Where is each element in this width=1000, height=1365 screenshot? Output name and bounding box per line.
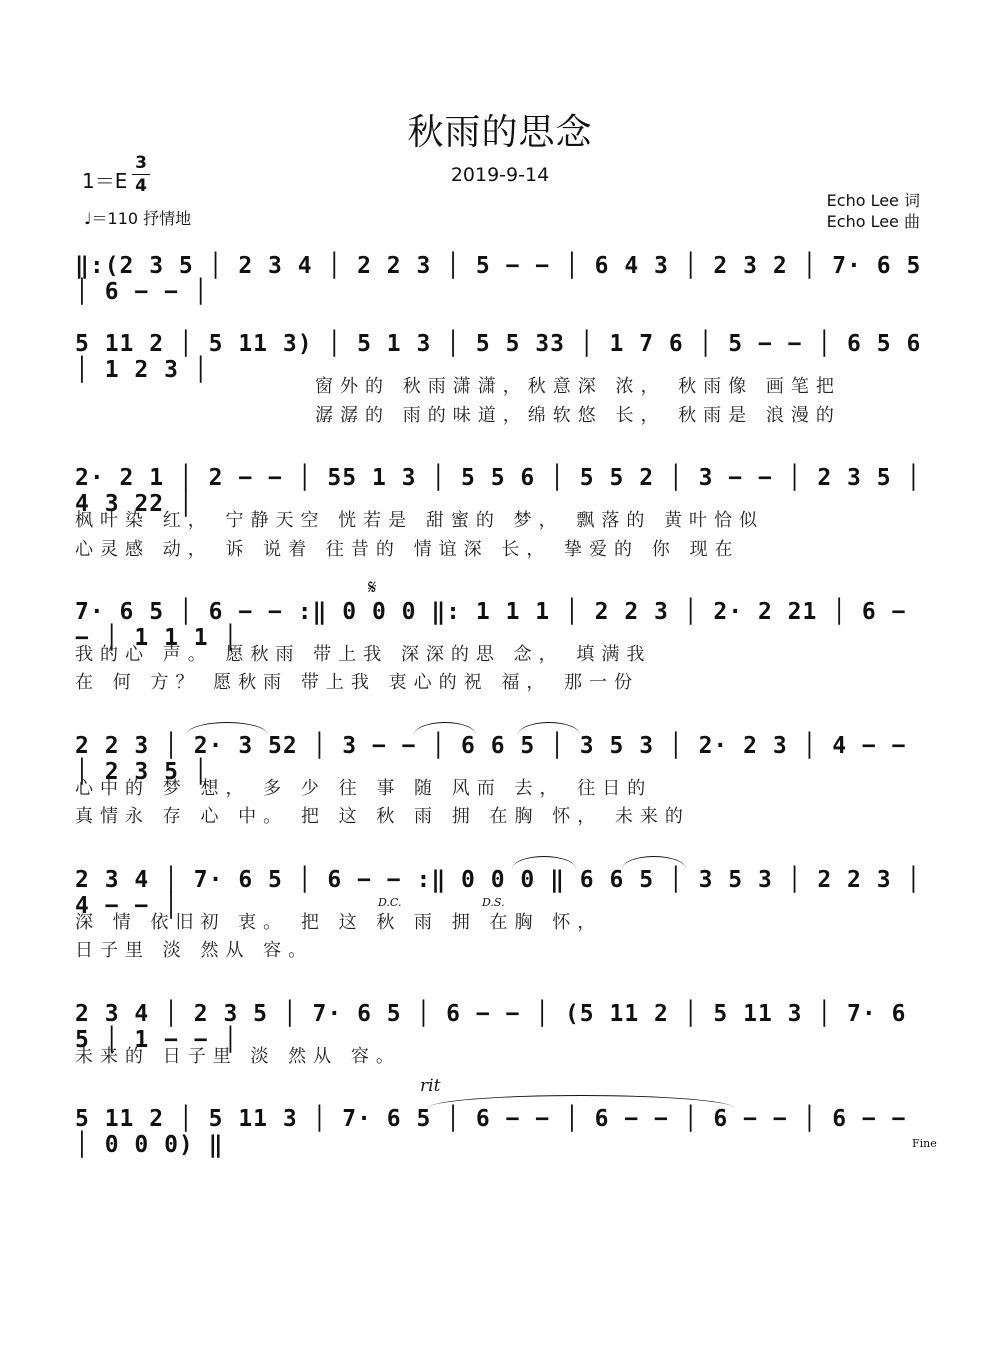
ds-mark: D.S. xyxy=(482,896,505,909)
lyric-line: 潺潺的 雨的味道，绵软悠 长， 秋雨是 浪漫的 xyxy=(315,405,841,426)
lyric-line: 心中的 梦 想， 多 少 往 事 随 风而 去， 往日的 xyxy=(75,778,653,799)
lyric-line: 我的心 声。 愿秋雨 带上我 深深的思 念， 填满我 xyxy=(75,644,652,665)
key-signature: 1＝E xyxy=(82,169,128,193)
dc-mark: D.C. xyxy=(378,896,402,909)
time-bottom: 4 xyxy=(135,176,147,196)
lyric-line: 真情永 存 心 中。 把 这 秋 雨 拥 在胸 怀， 未来的 xyxy=(75,806,690,827)
rit-mark: rit xyxy=(420,1076,441,1096)
score-line-3: 2· 2 1 │ 2 − − │ 55 1 3 │ 5 5 6 │ 5 5 2 │ 3 − − │ 2 3 5 │ 4 3 22 │ xyxy=(75,465,922,517)
lyric-line: 窗外的 秋雨潇潇，秋意深 浓， 秋雨像 画笔把 xyxy=(315,376,841,397)
time-signature xyxy=(132,153,150,196)
lyric-line: 日子里 淡 然从 容。 xyxy=(75,940,314,961)
date: 2019-9-14 xyxy=(450,164,550,186)
lyric-line: 心灵感 动， 诉 说着 往昔的 情谊深 长， 挚爱的 你 现在 xyxy=(75,539,740,560)
score-line-6: 2 3 4 │ 7· 6 5 │ 6 − − :‖ 0 0 0 ‖ 6 6 5 │ 3 5 3 │ 2 2 3 │ 4 − − │ xyxy=(75,867,922,919)
lyric-line: 深 情 依旧初 衷。 把 这 秋 雨 拥 在胸 怀， xyxy=(75,912,603,933)
lyricist: Echo Lee 词 xyxy=(826,191,920,210)
composer: Echo Lee 曲 xyxy=(826,212,920,231)
score-line-2: 5 11 2 │ 5 11 3) │ 5 1 3 │ 5 5 33 │ 1 7 6 │ 5 − − │ 6 5 6 │ 1 2 3 │ xyxy=(75,331,922,383)
score-line-1: ‖:(2 3 5 │ 2 3 4 │ 2 2 3 │ 5 − − │ 6 4 3 │ 2 3 2 │ 7· 6 5 │ 6 − − │ xyxy=(75,253,922,305)
song-title: 秋雨的思念 xyxy=(407,112,593,153)
lyric-line: 枫叶染 红， 宁静天空 恍若是 甜蜜的 梦， 飘落的 黄叶恰似 xyxy=(75,510,765,531)
tempo-marking: ♩＝110 抒情地 xyxy=(84,209,192,228)
lyric-line: 未来的 日子里 淡 然从 容。 xyxy=(75,1046,401,1067)
segno-sign: 𝄋 xyxy=(368,575,377,599)
score-line-5: 2 2 3 │ 2· 3 52 │ 3 − − │ 6 6 5 │ 3 5 3 │ 2· 2 3 │ 4 − − │ 2 3 5 │ xyxy=(75,733,907,785)
score-line-8: 5 11 2 │ 5 11 3 │ 7· 6 5 │ 6 − − │ 6 − − │ 6 − − │ 6 − − │ 0 0 0) ‖ xyxy=(75,1106,907,1158)
score-line-4: 7· 6 5 │ 6 − − :‖ 0 0 0 ‖: 1 1 1 │ 2 2 3 │ 2· 2 21 │ 6 − − │ 1 1 1 │ xyxy=(75,599,907,651)
score-line-7: 2 3 4 │ 2 3 5 │ 7· 6 5 │ 6 − − │ (5 11 2 │ 5 11 3 │ 7· 6 5 │ 1 − − │ xyxy=(75,1001,907,1053)
lyric-line: 在 何 方？ 愿秋雨 带上我 衷心的祝 福， 那一份 xyxy=(75,672,640,693)
time-top: 3 xyxy=(135,153,147,173)
fine-mark: Fine xyxy=(912,1137,937,1150)
